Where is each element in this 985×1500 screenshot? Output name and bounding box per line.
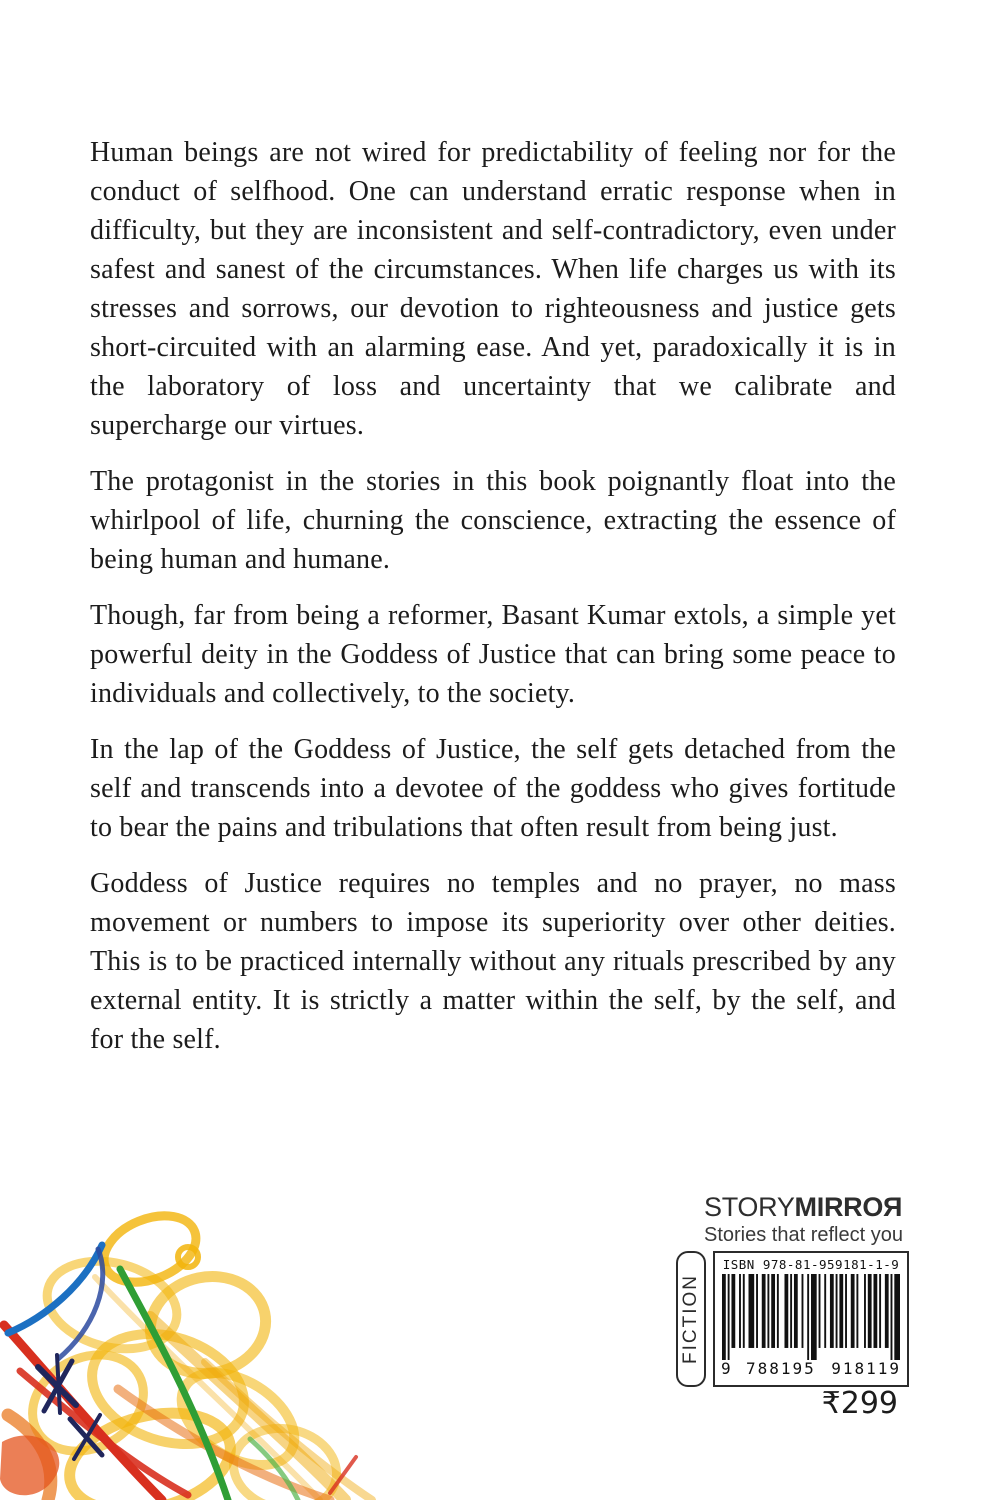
barcode-bars <box>722 1274 900 1360</box>
barcode-digit-group2: 918119 <box>831 1359 901 1378</box>
category-badge <box>676 1251 706 1387</box>
scribble-artwork <box>0 1157 460 1500</box>
publisher-logo-mirror: MIRROЯ <box>794 1192 903 1222</box>
category-and-barcode-row <box>676 1251 909 1387</box>
publisher-logo <box>704 1192 903 1222</box>
barcode-digit-group1: 788195 <box>746 1359 816 1378</box>
blurb-paragraph: Goddess of Justice requires no temples and no prayer, no mass movement or numbers to impose its superiority over other deities. This is to be practiced internally without any rituals prescribed by any external entity. It is strictly a matter within the self, by the self, and for the self. <box>90 868 896 1055</box>
barcode-block <box>713 1251 909 1387</box>
publisher-logo-story: STORY <box>704 1192 795 1222</box>
category-label: FICTION <box>680 1274 701 1364</box>
back-cover-blurb <box>90 133 896 1076</box>
blurb-paragraph: In the lap of the Goddess of Justice, the self gets detached from the self and transcends into a devotee of the goddess who gives fortitude to bear the pains and tribulations that often result from being just. <box>90 734 896 843</box>
blurb-paragraph: Human beings are not wired for predictability of feeling nor for the conduct of selfhood. One can understand erratic response when in difficulty, but they are inconsistent and self-contradictory, even under safest and sanest of the circumstances. When life charges us with its stresses and sorrows, our devotion to righteousness and justice gets short-circuited with an alarming ease. And yet, paradoxically it is in the laboratory of loss and uncertainty that we calibrate and supercharge our virtues. <box>90 137 896 441</box>
blurb-paragraph: The protagonist in the stories in this book poignantly float into the whirlpool of life, churning the conscience, extracting the essence of being human and humane. <box>90 466 896 575</box>
barcode-digits <box>721 1359 901 1378</box>
barcode-digit-left: 9 <box>721 1359 731 1378</box>
publisher-tagline: Stories that reflect you <box>704 1224 903 1246</box>
blurb-paragraph: Though, far from being a reformer, Basant Kumar extols, a simple yet powerful deity in the Goddess of Justice that can bring some peace to individuals and collectively, to the society. <box>90 600 896 709</box>
price-label: ₹299 <box>821 1386 898 1421</box>
publisher-brand <box>704 1192 903 1247</box>
isbn-label: ISBN 978-81-959181-1-9 <box>722 1257 900 1272</box>
